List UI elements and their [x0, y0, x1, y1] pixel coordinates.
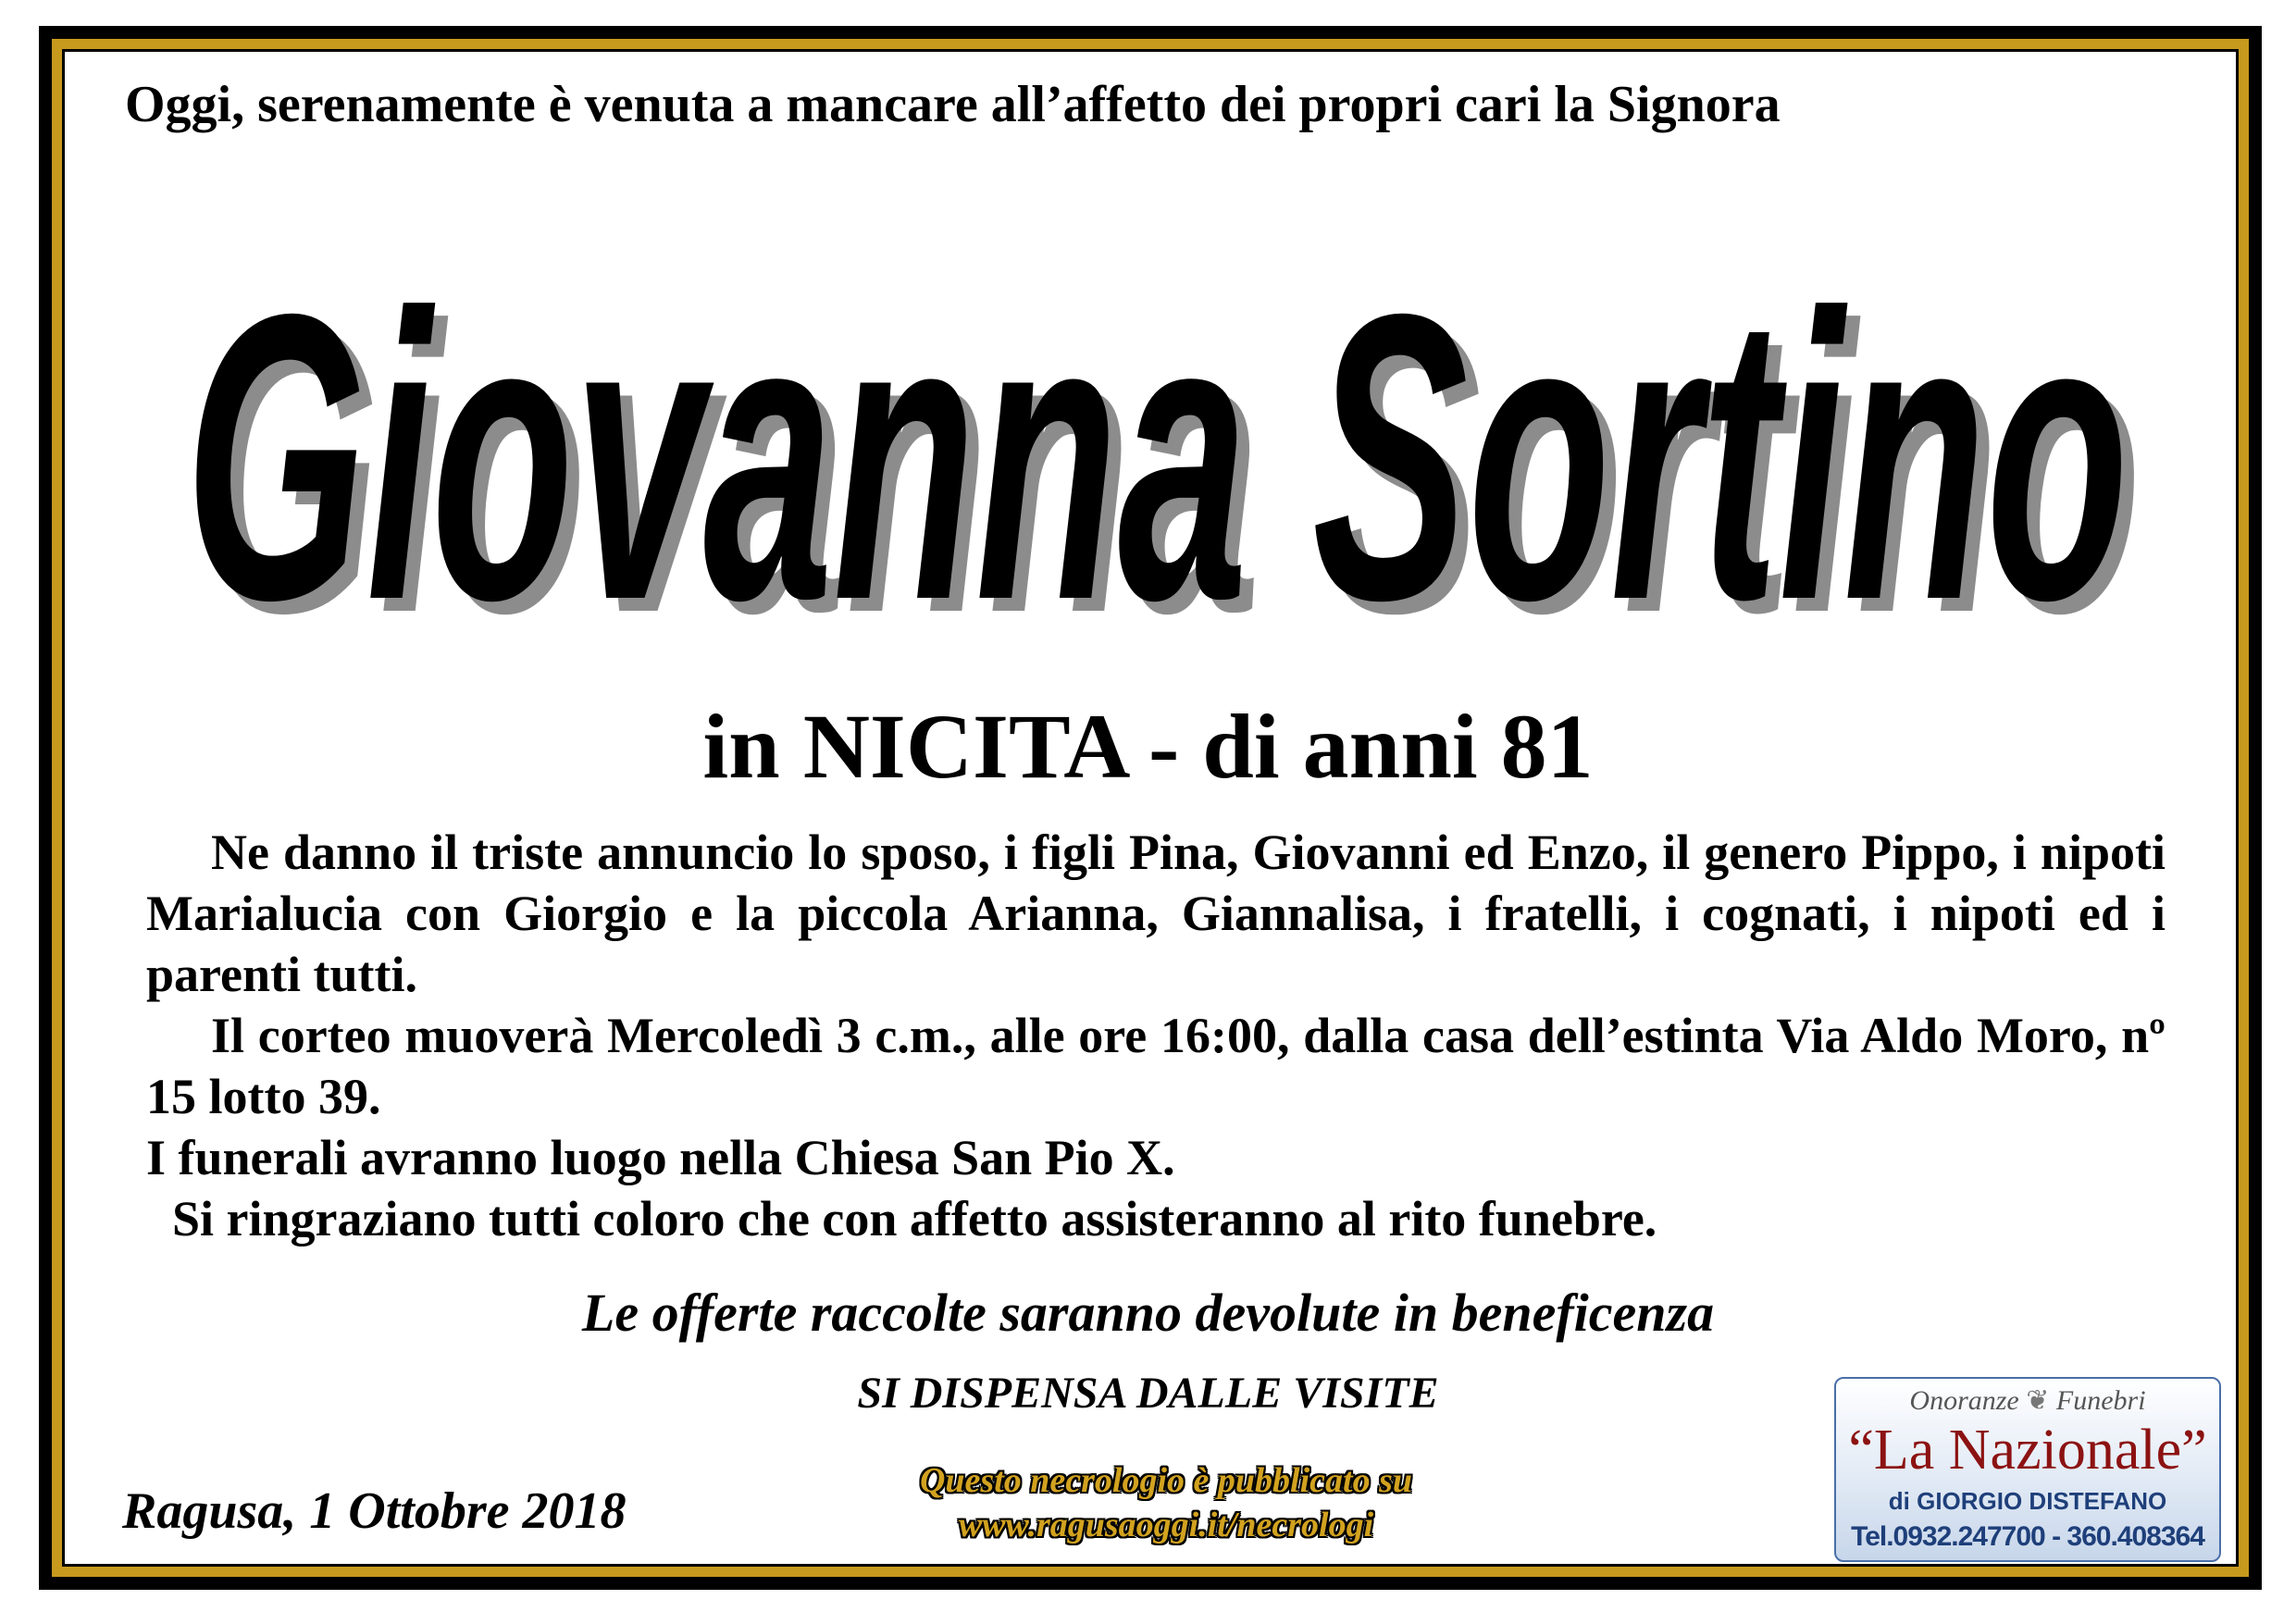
logo-top-text-2: Funebri [2055, 1385, 2146, 1416]
family-paragraph: Ne danno il triste annuncio lo sposo, i figli Pina, Giovanni ed Enzo, il genero Pippo, i nipoti Marialucia con Giorgio e la piccola Arianna, Giannalisa, i fratelli, i cognati, i nipoti ed i parenti tutti. [146, 825, 2166, 1002]
no-visits-line: SI DISPENSA DALLE VISITE [857, 1369, 1439, 1418]
publication-url: www.ragusaoggi.it/necrologi [958, 1506, 1374, 1544]
notice-body [146, 822, 2166, 1249]
lily-flower-icon: ❦ [2026, 1385, 2050, 1416]
donations-line: Le offerte raccolte saranno devolute in beneficenza [581, 1283, 1715, 1343]
intro-line: Oggi, serenamente è venuta a mancare all’affetto dei propri cari la Signora [125, 76, 1781, 133]
logo-phones: Tel.0932.247700 - 360.408364 [1851, 1521, 2204, 1552]
publication-note [814, 1458, 1518, 1547]
logo-owner: di GIORGIO DISTEFANO [1888, 1487, 2167, 1515]
procession-paragraph: Il corteo muoverà Mercoledì 3 c.m., alle ore 16:00, dalla casa dell’estinta Via Aldo Moro, nº 15 lotto 39. [146, 1008, 2166, 1124]
logo-company-name: “La Nazionale” [1848, 1419, 2207, 1482]
funeral-line: I funerali avranno luogo nella Chiesa San Pio X. [146, 1130, 1175, 1185]
notice-date: Ragusa, 1 Ottobre 2018 [122, 1482, 627, 1540]
thanks-line: Si ringraziano tutti coloro che con affetto assisteranno al rito funebre. [172, 1191, 1657, 1246]
logo-top-line [1836, 1384, 2219, 1418]
deceased-name [157, 148, 2156, 666]
deceased-name-text: Giovanna Sortino [185, 230, 2128, 666]
publication-note-text: Questo necrologio è pubblicato su [919, 1461, 1413, 1500]
maiden-name-age: in NICITA - di anni 81 [702, 695, 1594, 798]
logo-top-text: Onoranze [1909, 1385, 2019, 1416]
deceased-name-shadow: Giovanna Sortino [198, 243, 2141, 666]
funeral-home-logo [1834, 1377, 2221, 1562]
